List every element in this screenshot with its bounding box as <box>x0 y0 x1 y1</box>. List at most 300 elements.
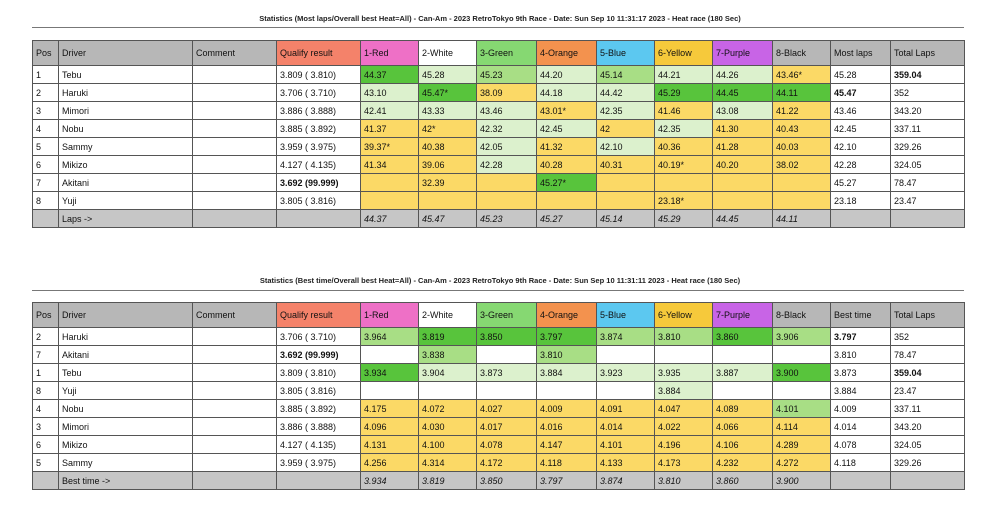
lane-3-cell: 45.23 <box>477 66 537 84</box>
qualify-cell: 3.809 ( 3.810) <box>277 66 361 84</box>
footer-lane-2-cell: 45.47 <box>419 210 477 228</box>
lane-5-cell <box>597 346 655 364</box>
footer-lane-1-cell: 44.37 <box>361 210 419 228</box>
best-time-table <box>32 302 965 490</box>
driver-cell: Haruki <box>59 328 193 346</box>
stat-cell: 3.797 <box>831 328 891 346</box>
lane-2-cell: 32.39 <box>419 174 477 192</box>
lane-7-cell: 44.26 <box>713 66 773 84</box>
footer-blank <box>891 210 965 228</box>
stat-cell: 45.47 <box>831 84 891 102</box>
footer-lane-4-cell: 45.27 <box>537 210 597 228</box>
header-row <box>33 41 965 66</box>
driver-cell: Nobu <box>59 400 193 418</box>
lane-4-cell <box>537 192 597 210</box>
footer-lane-5-cell: 3.874 <box>597 472 655 490</box>
footer-label: Best time -> <box>59 472 193 490</box>
lane-6-cell: 40.36 <box>655 138 713 156</box>
lane-7-cell: 40.20 <box>713 156 773 174</box>
lane-5-cell: 3.923 <box>597 364 655 382</box>
lane-5-cell: 3.874 <box>597 328 655 346</box>
lane-5-cell: 44.42 <box>597 84 655 102</box>
footer-lane-3-cell: 45.23 <box>477 210 537 228</box>
pos-cell: 2 <box>33 84 59 102</box>
stat-cell: 4.118 <box>831 454 891 472</box>
lane-8-cell: 4.272 <box>773 454 831 472</box>
comment-cell <box>193 418 277 436</box>
qualify-cell: 3.706 ( 3.710) <box>277 328 361 346</box>
lane-3-cell: 38.09 <box>477 84 537 102</box>
pos-cell: 2 <box>33 328 59 346</box>
lane-1-cell: 41.37 <box>361 120 419 138</box>
lane-4-cell: 3.810 <box>537 346 597 364</box>
pos-cell: 1 <box>33 364 59 382</box>
table-row <box>33 156 965 174</box>
lane-1-cell: 4.096 <box>361 418 419 436</box>
lane-1-cell: 4.256 <box>361 454 419 472</box>
lane-1-cell: 39.37* <box>361 138 419 156</box>
lane-6-cell: 45.29 <box>655 84 713 102</box>
footer-lane-8-cell: 44.11 <box>773 210 831 228</box>
lane-1-cell: 4.131 <box>361 436 419 454</box>
lane-1-cell: 43.10 <box>361 84 419 102</box>
header-driver: Driver <box>59 303 193 328</box>
lane-2-cell: 39.06 <box>419 156 477 174</box>
header-lane-5-blue: 5-Blue <box>597 303 655 328</box>
comment-cell <box>193 102 277 120</box>
lane-5-cell: 40.31 <box>597 156 655 174</box>
lane-2-cell: 3.838 <box>419 346 477 364</box>
lane-6-cell: 4.173 <box>655 454 713 472</box>
header-lane-4-orange: 4-Orange <box>537 303 597 328</box>
lane-3-cell: 43.46 <box>477 102 537 120</box>
lane-4-cell: 40.28 <box>537 156 597 174</box>
footer-lane-8-cell: 3.900 <box>773 472 831 490</box>
header-qualify: Qualify result <box>277 303 361 328</box>
lane-6-cell: 44.21 <box>655 66 713 84</box>
lane-4-cell: 4.016 <box>537 418 597 436</box>
pos-cell: 8 <box>33 382 59 400</box>
stats-title-best-time: Statistics (Best time/Overall best Heat=All) - Can-Am - 2023 RetroTokyo 9th Race - Date: Sun Sep 10 11:31:11 2023 - Heat race (180 Sec) <box>259 276 741 285</box>
lane-2-cell <box>419 382 477 400</box>
stat-cell: 45.28 <box>831 66 891 84</box>
header-pos: Pos <box>33 41 59 66</box>
pos-cell: 7 <box>33 346 59 364</box>
lane-3-cell <box>477 346 537 364</box>
comment-cell <box>193 346 277 364</box>
lane-4-cell: 43.01* <box>537 102 597 120</box>
lane-5-cell: 4.014 <box>597 418 655 436</box>
footer-lane-2-cell: 3.819 <box>419 472 477 490</box>
lane-8-cell: 44.11 <box>773 84 831 102</box>
lane-3-cell: 42.05 <box>477 138 537 156</box>
lane-8-cell: 41.22 <box>773 102 831 120</box>
table-row <box>33 346 965 364</box>
stat-cell: 23.18 <box>831 192 891 210</box>
pos-cell: 4 <box>33 400 59 418</box>
lane-7-cell: 41.30 <box>713 120 773 138</box>
table-row <box>33 454 965 472</box>
footer-lane-4-cell: 3.797 <box>537 472 597 490</box>
header-lane-7-purple: 7-Purple <box>713 303 773 328</box>
total-laps-cell: 23.47 <box>891 382 965 400</box>
table-row <box>33 174 965 192</box>
stat-cell: 45.27 <box>831 174 891 192</box>
lane-4-cell: 44.20 <box>537 66 597 84</box>
lane-2-cell: 40.38 <box>419 138 477 156</box>
lane-2-cell: 45.28 <box>419 66 477 84</box>
lane-4-cell: 3.884 <box>537 364 597 382</box>
lane-2-cell: 45.47* <box>419 84 477 102</box>
comment-cell <box>193 364 277 382</box>
total-laps-cell: 352 <box>891 328 965 346</box>
header-comment: Comment <box>193 303 277 328</box>
lane-7-cell: 4.066 <box>713 418 773 436</box>
lane-3-cell: 4.172 <box>477 454 537 472</box>
comment-cell <box>193 454 277 472</box>
pos-cell: 1 <box>33 66 59 84</box>
lane-6-cell: 4.047 <box>655 400 713 418</box>
comment-cell <box>193 436 277 454</box>
comment-cell <box>193 138 277 156</box>
table-row <box>33 192 965 210</box>
header-comment: Comment <box>193 41 277 66</box>
lane-8-cell: 43.46* <box>773 66 831 84</box>
lane-4-cell <box>537 382 597 400</box>
lane-2-cell: 4.030 <box>419 418 477 436</box>
table-row <box>33 382 965 400</box>
lane-6-cell <box>655 174 713 192</box>
qualify-cell: 3.692 (99.999) <box>277 174 361 192</box>
lane-8-cell <box>773 346 831 364</box>
stat-cell: 42.10 <box>831 138 891 156</box>
lane-7-cell: 3.887 <box>713 364 773 382</box>
lane-8-cell: 4.114 <box>773 418 831 436</box>
lane-8-cell <box>773 382 831 400</box>
comment-cell <box>193 328 277 346</box>
table-row <box>33 66 965 84</box>
lane-7-cell: 43.08 <box>713 102 773 120</box>
lane-2-cell: 4.100 <box>419 436 477 454</box>
footer-blank <box>891 472 965 490</box>
lane-5-cell: 4.101 <box>597 436 655 454</box>
header-lane-1-red: 1-Red <box>361 303 419 328</box>
lane-5-cell: 45.14 <box>597 66 655 84</box>
lane-7-cell: 3.860 <box>713 328 773 346</box>
comment-cell <box>193 174 277 192</box>
lane-8-cell: 3.906 <box>773 328 831 346</box>
footer-lane-6-cell: 3.810 <box>655 472 713 490</box>
lane-3-cell: 4.027 <box>477 400 537 418</box>
lane-5-cell <box>597 382 655 400</box>
lane-4-cell: 41.32 <box>537 138 597 156</box>
qualify-cell: 3.959 ( 3.975) <box>277 454 361 472</box>
table-row <box>33 138 965 156</box>
stats-title-most-laps: Statistics (Most laps/Overall best Heat=All) - Can-Am - 2023 RetroTokyo 9th Race - Date: Sun Sep 10 11:31:17 2023 - Heat race (180 Sec) <box>259 14 741 23</box>
comment-cell <box>193 66 277 84</box>
header-lane-3-green: 3-Green <box>477 41 537 66</box>
footer-row <box>33 472 965 490</box>
lane-6-cell: 23.18* <box>655 192 713 210</box>
driver-cell: Mikizo <box>59 156 193 174</box>
table-row <box>33 328 965 346</box>
qualify-cell: 3.809 ( 3.810) <box>277 364 361 382</box>
driver-cell: Tebu <box>59 364 193 382</box>
footer-blank <box>193 210 277 228</box>
table-row <box>33 120 965 138</box>
pos-cell: 3 <box>33 418 59 436</box>
lane-3-cell: 42.32 <box>477 120 537 138</box>
lane-1-cell: 3.934 <box>361 364 419 382</box>
lane-3-cell: 42.28 <box>477 156 537 174</box>
lane-6-cell: 41.46 <box>655 102 713 120</box>
total-laps-cell: 324.05 <box>891 436 965 454</box>
total-laps-cell: 359.04 <box>891 364 965 382</box>
footer-blank <box>277 472 361 490</box>
stat-cell: 4.014 <box>831 418 891 436</box>
lane-6-cell: 3.884 <box>655 382 713 400</box>
driver-cell: Yuji <box>59 192 193 210</box>
qualify-cell: 3.886 ( 3.888) <box>277 102 361 120</box>
header-lane-8-black: 8-Black <box>773 303 831 328</box>
pos-cell: 8 <box>33 192 59 210</box>
qualify-cell: 4.127 ( 4.135) <box>277 156 361 174</box>
lane-1-cell <box>361 192 419 210</box>
title-rule <box>32 290 964 291</box>
lane-5-cell: 42.35 <box>597 102 655 120</box>
total-laps-cell: 329.26 <box>891 138 965 156</box>
qualify-cell: 3.885 ( 3.892) <box>277 120 361 138</box>
comment-cell <box>193 400 277 418</box>
lane-1-cell: 4.175 <box>361 400 419 418</box>
lane-1-cell: 3.964 <box>361 328 419 346</box>
stat-cell: 4.078 <box>831 436 891 454</box>
lane-8-cell: 40.03 <box>773 138 831 156</box>
lane-5-cell: 42 <box>597 120 655 138</box>
comment-cell <box>193 192 277 210</box>
total-laps-cell: 343.20 <box>891 102 965 120</box>
lane-4-cell: 45.27* <box>537 174 597 192</box>
driver-cell: Sammy <box>59 454 193 472</box>
footer-label: Laps -> <box>59 210 193 228</box>
lane-1-cell: 44.37 <box>361 66 419 84</box>
lane-6-cell: 40.19* <box>655 156 713 174</box>
lane-7-cell: 44.45 <box>713 84 773 102</box>
table-row <box>33 436 965 454</box>
footer-blank <box>193 472 277 490</box>
header-lane-3-green: 3-Green <box>477 303 537 328</box>
footer-lane-7-cell: 44.45 <box>713 210 773 228</box>
qualify-cell: 3.706 ( 3.710) <box>277 84 361 102</box>
footer-lane-3-cell: 3.850 <box>477 472 537 490</box>
footer-lane-7-cell: 3.860 <box>713 472 773 490</box>
lane-5-cell: 42.10 <box>597 138 655 156</box>
footer-blank <box>277 210 361 228</box>
lane-2-cell: 4.072 <box>419 400 477 418</box>
driver-cell: Sammy <box>59 138 193 156</box>
lane-2-cell <box>419 192 477 210</box>
lane-6-cell: 3.935 <box>655 364 713 382</box>
header-lane-2-white: 2-White <box>419 41 477 66</box>
lane-8-cell: 4.101 <box>773 400 831 418</box>
lane-2-cell: 43.33 <box>419 102 477 120</box>
lane-6-cell: 42.35 <box>655 120 713 138</box>
lane-8-cell: 3.900 <box>773 364 831 382</box>
lane-3-cell <box>477 382 537 400</box>
stat-cell: 42.45 <box>831 120 891 138</box>
driver-cell: Haruki <box>59 84 193 102</box>
lane-7-cell <box>713 382 773 400</box>
lane-3-cell: 3.873 <box>477 364 537 382</box>
lane-7-cell: 4.232 <box>713 454 773 472</box>
stat-cell: 3.810 <box>831 346 891 364</box>
qualify-cell: 3.805 ( 3.816) <box>277 382 361 400</box>
lane-6-cell: 4.196 <box>655 436 713 454</box>
lane-3-cell: 4.078 <box>477 436 537 454</box>
stat-cell: 4.009 <box>831 400 891 418</box>
lane-8-cell <box>773 174 831 192</box>
header-lane-1-red: 1-Red <box>361 41 419 66</box>
comment-cell <box>193 156 277 174</box>
comment-cell <box>193 84 277 102</box>
total-laps-cell: 343.20 <box>891 418 965 436</box>
lane-1-cell: 41.34 <box>361 156 419 174</box>
footer-lane-6-cell: 45.29 <box>655 210 713 228</box>
header-lane-8-black: 8-Black <box>773 41 831 66</box>
qualify-cell: 3.885 ( 3.892) <box>277 400 361 418</box>
header-driver: Driver <box>59 41 193 66</box>
most-laps-table <box>32 40 965 228</box>
footer-lane-5-cell: 45.14 <box>597 210 655 228</box>
lane-4-cell: 4.009 <box>537 400 597 418</box>
lane-5-cell: 4.091 <box>597 400 655 418</box>
lane-7-cell: 4.089 <box>713 400 773 418</box>
footer-lane-1-cell: 3.934 <box>361 472 419 490</box>
header-lane-7-purple: 7-Purple <box>713 41 773 66</box>
footer-row <box>33 210 965 228</box>
total-laps-cell: 78.47 <box>891 174 965 192</box>
header-stat: Most laps <box>831 41 891 66</box>
lane-5-cell: 4.133 <box>597 454 655 472</box>
header-stat: Best time <box>831 303 891 328</box>
lane-1-cell: 42.41 <box>361 102 419 120</box>
lane-7-cell <box>713 346 773 364</box>
header-lane-2-white: 2-White <box>419 303 477 328</box>
header-lane-6-yellow: 6-Yellow <box>655 41 713 66</box>
lane-2-cell: 42* <box>419 120 477 138</box>
stat-cell: 43.46 <box>831 102 891 120</box>
qualify-cell: 3.692 (99.999) <box>277 346 361 364</box>
footer-blank <box>831 472 891 490</box>
lane-8-cell <box>773 192 831 210</box>
lane-4-cell: 44.18 <box>537 84 597 102</box>
stat-cell: 3.884 <box>831 382 891 400</box>
lane-5-cell <box>597 192 655 210</box>
header-total-laps: Total Laps <box>891 303 965 328</box>
lane-3-cell <box>477 192 537 210</box>
lane-4-cell: 4.118 <box>537 454 597 472</box>
lane-3-cell <box>477 174 537 192</box>
table-row <box>33 84 965 102</box>
lane-1-cell <box>361 382 419 400</box>
total-laps-cell: 337.11 <box>891 120 965 138</box>
driver-cell: Mimori <box>59 418 193 436</box>
pos-cell: 4 <box>33 120 59 138</box>
footer-blank <box>33 210 59 228</box>
qualify-cell: 4.127 ( 4.135) <box>277 436 361 454</box>
pos-cell: 7 <box>33 174 59 192</box>
footer-blank <box>831 210 891 228</box>
qualify-cell: 3.959 ( 3.975) <box>277 138 361 156</box>
driver-cell: Yuji <box>59 382 193 400</box>
lane-1-cell <box>361 174 419 192</box>
header-row <box>33 303 965 328</box>
comment-cell <box>193 382 277 400</box>
table-row <box>33 400 965 418</box>
comment-cell <box>193 120 277 138</box>
lane-8-cell: 40.43 <box>773 120 831 138</box>
lane-7-cell: 41.28 <box>713 138 773 156</box>
lane-8-cell: 4.289 <box>773 436 831 454</box>
driver-cell: Nobu <box>59 120 193 138</box>
driver-cell: Mimori <box>59 102 193 120</box>
table-row <box>33 102 965 120</box>
table-row <box>33 418 965 436</box>
pos-cell: 6 <box>33 156 59 174</box>
lane-2-cell: 3.819 <box>419 328 477 346</box>
driver-cell: Akitani <box>59 174 193 192</box>
total-laps-cell: 359.04 <box>891 66 965 84</box>
driver-cell: Mikizo <box>59 436 193 454</box>
qualify-cell: 3.886 ( 3.888) <box>277 418 361 436</box>
stat-cell: 3.873 <box>831 364 891 382</box>
lane-3-cell: 3.850 <box>477 328 537 346</box>
total-laps-cell: 329.26 <box>891 454 965 472</box>
total-laps-cell: 352 <box>891 84 965 102</box>
lane-6-cell <box>655 346 713 364</box>
lane-4-cell: 42.45 <box>537 120 597 138</box>
pos-cell: 5 <box>33 138 59 156</box>
title-rule <box>32 27 964 28</box>
header-lane-5-blue: 5-Blue <box>597 41 655 66</box>
lane-4-cell: 4.147 <box>537 436 597 454</box>
lane-7-cell: 4.106 <box>713 436 773 454</box>
footer-blank <box>33 472 59 490</box>
total-laps-cell: 23.47 <box>891 192 965 210</box>
lane-6-cell: 3.810 <box>655 328 713 346</box>
lane-6-cell: 4.022 <box>655 418 713 436</box>
lane-8-cell: 38.02 <box>773 156 831 174</box>
header-qualify: Qualify result <box>277 41 361 66</box>
total-laps-cell: 324.05 <box>891 156 965 174</box>
lane-3-cell: 4.017 <box>477 418 537 436</box>
pos-cell: 5 <box>33 454 59 472</box>
stat-cell: 42.28 <box>831 156 891 174</box>
header-lane-4-orange: 4-Orange <box>537 41 597 66</box>
lane-7-cell <box>713 192 773 210</box>
lane-1-cell <box>361 346 419 364</box>
pos-cell: 6 <box>33 436 59 454</box>
driver-cell: Akitani <box>59 346 193 364</box>
total-laps-cell: 78.47 <box>891 346 965 364</box>
header-lane-6-yellow: 6-Yellow <box>655 303 713 328</box>
lane-7-cell <box>713 174 773 192</box>
lane-4-cell: 3.797 <box>537 328 597 346</box>
pos-cell: 3 <box>33 102 59 120</box>
lane-2-cell: 4.314 <box>419 454 477 472</box>
total-laps-cell: 337.11 <box>891 400 965 418</box>
lane-2-cell: 3.904 <box>419 364 477 382</box>
